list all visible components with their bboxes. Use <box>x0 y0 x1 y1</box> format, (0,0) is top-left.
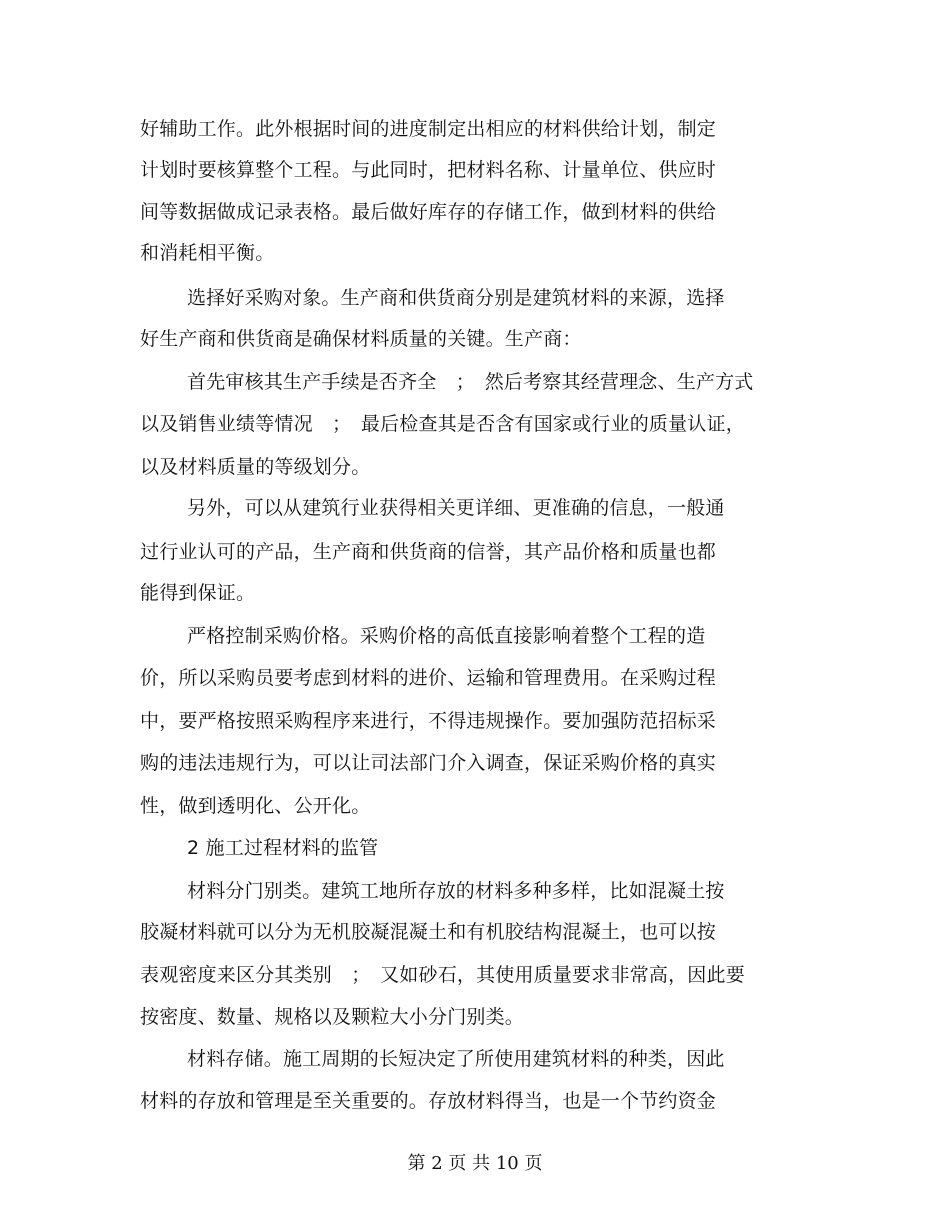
body-text-line: 以及材料质量的等级划分。 <box>140 456 371 478</box>
page-number-footer: 第 2 页 共 10 页 <box>407 1153 543 1174</box>
body-text-line: 按密度、数量、规格以及颗粒大小分门别类。 <box>140 1006 525 1028</box>
body-text-line: 能得到保证。 <box>140 582 256 604</box>
paragraph-start-line: 另外，可以从建筑行业获得相关更详细、更准确的信息，一般通 <box>187 497 725 519</box>
paragraph-start-line: 首先审核其生产手续是否齐全 ； 然后考察其经营理念、生产方式 <box>187 371 754 393</box>
paragraph-start-line: 材料分门别类。建筑工地所存放的材料多种多样，比如混凝土按 <box>187 880 725 902</box>
body-text-line: 材料的存放和管理是至关重要的。存放材料得当，也是一个节约资金 <box>140 1090 717 1112</box>
paragraph-start-line: 严格控制采购价格。采购价格的高低直接影响着整个工程的造 <box>187 625 706 647</box>
body-text-line: 性，做到透明化、公开化。 <box>140 795 371 817</box>
body-text-line: 中，要严格按照采购程序来进行，不得违规操作。要加强防范招标采 <box>140 710 717 732</box>
body-text-line: 好辅助工作。此外根据时间的进度制定出相应的材料供给计划，制定 <box>140 118 717 140</box>
section-heading: 2 施工过程材料的监管 <box>187 837 379 859</box>
body-text-line: 胶凝材料就可以分为无机胶凝混凝土和有机胶结构混凝土，也可以按 <box>140 921 717 943</box>
body-text-line: 好生产商和供货商是确保材料质量的关键。生产商： <box>140 328 582 350</box>
body-text-line: 购的违法违规行为，可以让司法部门介入调查，保证采购价格的真实 <box>140 752 717 774</box>
paragraph-start-line: 选择好采购对象。生产商和供货商分别是建筑材料的来源，选择 <box>187 287 725 309</box>
body-text-line: 过行业认可的产品，生产商和供货商的信誉，其产品价格和质量也都 <box>140 541 717 563</box>
body-text-line: 和消耗相平衡。 <box>140 242 275 264</box>
body-text-line: 价，所以采购员要考虑到材料的进价、运输和管理费用。在采购过程 <box>140 667 717 689</box>
paragraph-start-line: 材料存储。施工周期的长短决定了所使用建筑材料的种类，因此 <box>187 1048 725 1070</box>
body-text-line: 以及销售业绩等情况 ； 最后检查其是否含有国家或行业的质量认证， <box>140 413 745 435</box>
body-text-line: 间等数据做成记录表格。最后做好库存的存储工作，做到材料的供给 <box>140 201 717 223</box>
body-text-line: 计划时要核算整个工程。与此同时，把材料名称、计量单位、供应时 <box>140 159 717 181</box>
body-text-line: 表观密度来区分其类别 ； 又如砂石，其使用质量要求非常高，因此要 <box>140 964 745 986</box>
